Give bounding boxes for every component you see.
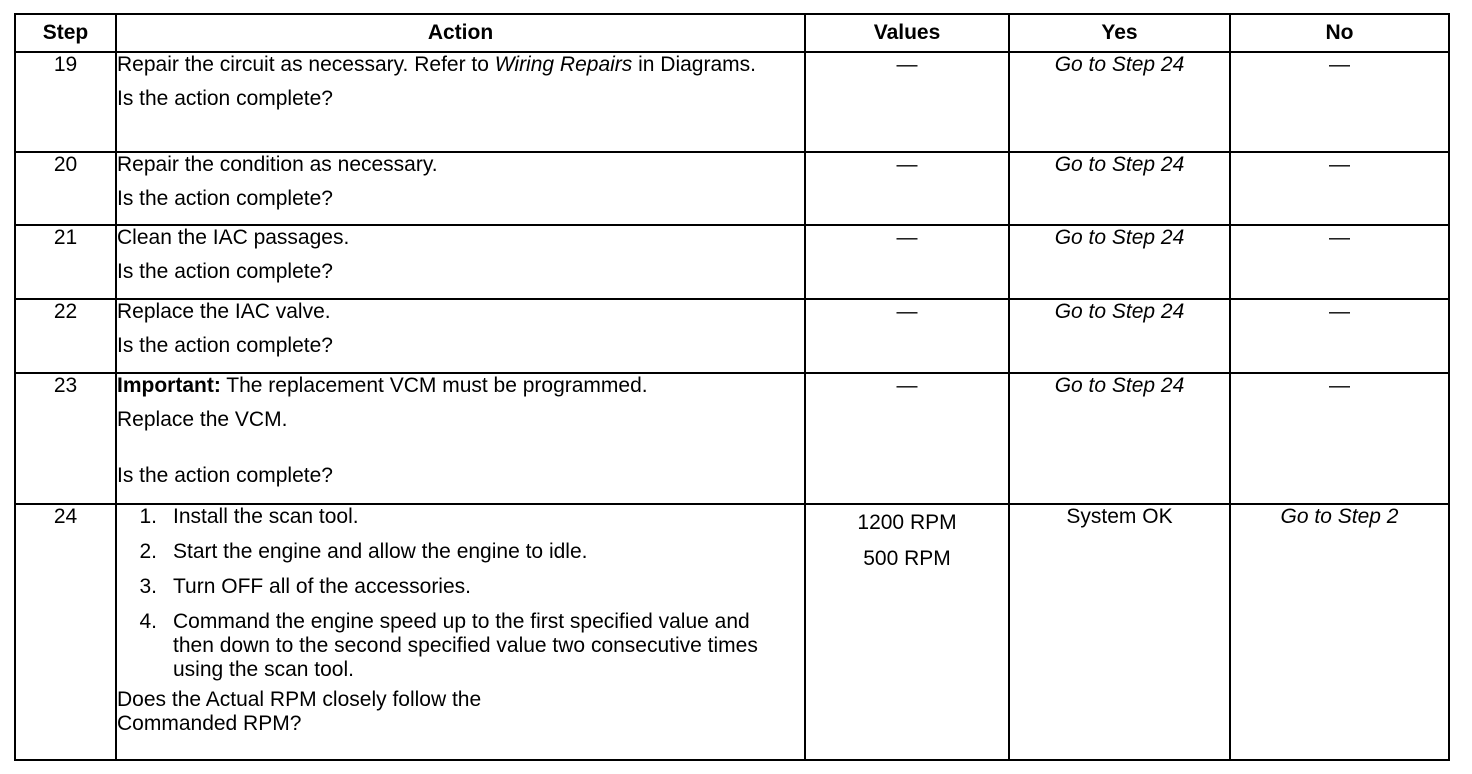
values-cell: — — [805, 373, 1009, 504]
step-number: 23 — [15, 373, 116, 504]
action-question: Is the action complete? — [117, 334, 333, 357]
action-text: Repair the condition as necessary. — [117, 153, 438, 176]
diagnostic-table — [14, 13, 1450, 761]
list-item: 4. Command the engine speed up to the first specified value and then down to the second specified value two consecutive times using the scan tool. — [139, 610, 758, 681]
step-number: 19 — [15, 52, 116, 152]
table-row — [15, 299, 1449, 373]
yes-cell: Go to Step 24 — [1009, 152, 1230, 225]
table-row — [15, 52, 1449, 152]
header-yes: Yes — [1009, 14, 1230, 52]
step-number: 20 — [15, 152, 116, 225]
header-no: No — [1230, 14, 1449, 52]
value-high-rpm: 1200 RPM — [857, 511, 957, 534]
procedure-list — [117, 505, 804, 682]
yes-cell: Go to Step 24 — [1009, 52, 1230, 152]
value-low-rpm: 500 RPM — [863, 547, 951, 570]
values-cell: — — [805, 225, 1009, 299]
list-item: 3. Turn OFF all of the accessories. — [139, 575, 471, 598]
action-question: Is the action complete? — [117, 464, 333, 487]
header-row — [15, 14, 1449, 52]
action-text: Replace the VCM. — [117, 408, 288, 431]
action-cell — [116, 373, 805, 504]
action-text: Clean the IAC passages. — [117, 226, 350, 249]
table-row — [15, 152, 1449, 225]
action-question: Is the action complete? — [117, 187, 333, 210]
yes-cell: System OK — [1009, 504, 1230, 760]
values-cell: — — [805, 299, 1009, 373]
action-cell — [116, 152, 805, 225]
action-question: Is the action complete? — [117, 260, 333, 283]
no-cell: — — [1230, 152, 1449, 225]
list-item: 1. Install the scan tool. — [139, 505, 359, 528]
table-row — [15, 225, 1449, 299]
important-note: Important: The replacement VCM must be programmed. — [117, 374, 648, 397]
action-cell — [116, 52, 805, 152]
step-number: 21 — [15, 225, 116, 299]
values-cell: — — [805, 52, 1009, 152]
no-cell: — — [1230, 52, 1449, 152]
action-text: Repair the circuit as necessary. Refer to Wiring Repairs in Diagrams. — [117, 53, 756, 76]
action-cell — [116, 299, 805, 373]
table-row — [15, 504, 1449, 760]
yes-cell: Go to Step 24 — [1009, 225, 1230, 299]
yes-cell: Go to Step 24 — [1009, 373, 1230, 504]
yes-cell: Go to Step 24 — [1009, 299, 1230, 373]
values-cell: — — [805, 152, 1009, 225]
step-number: 24 — [15, 504, 116, 760]
values-cell — [805, 504, 1009, 760]
action-text: Replace the IAC valve. — [117, 300, 331, 323]
no-cell: — — [1230, 299, 1449, 373]
header-step: Step — [15, 14, 116, 52]
list-item: 2. Start the engine and allow the engine to idle. — [139, 540, 588, 563]
step-number: 22 — [15, 299, 116, 373]
no-cell: — — [1230, 225, 1449, 299]
no-cell: Go to Step 2 — [1230, 504, 1449, 760]
action-cell — [116, 504, 805, 760]
header-action: Action — [116, 14, 805, 52]
no-cell: — — [1230, 373, 1449, 504]
action-cell — [116, 225, 805, 299]
action-question: Does the Actual RPM closely follow the Commanded RPM? — [117, 688, 482, 735]
action-question: Is the action complete? — [117, 87, 333, 110]
header-values: Values — [805, 14, 1009, 52]
table-row — [15, 373, 1449, 504]
